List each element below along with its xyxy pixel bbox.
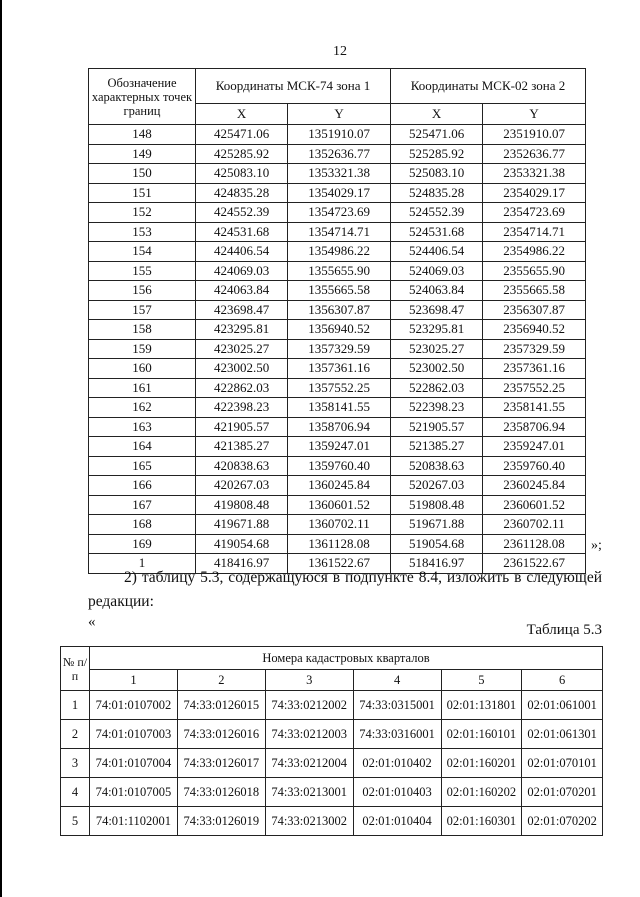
table-cell: 522862.03	[390, 378, 482, 398]
table-cell: 521905.57	[390, 417, 482, 437]
page-number: 12	[333, 44, 347, 59]
table-cell: 2354714.71	[483, 222, 586, 242]
table-cell: 2351910.07	[483, 125, 586, 145]
table-cell: 02:01:160101	[441, 720, 522, 749]
table-cell: 153	[89, 222, 196, 242]
table-cell: 1356307.87	[288, 300, 391, 320]
table-cell: 420267.03	[196, 476, 288, 496]
table-cell: 523002.50	[390, 359, 482, 379]
table-cell: 1357552.25	[288, 378, 391, 398]
table-cell: 2360702.11	[483, 515, 586, 535]
table-row	[61, 720, 603, 749]
table-cell: 163	[89, 417, 196, 437]
table-cell: 2360601.52	[483, 495, 586, 515]
table-cell: 1360601.52	[288, 495, 391, 515]
table-row	[89, 456, 586, 476]
table-cell: 423698.47	[196, 300, 288, 320]
table-cell: 1353321.38	[288, 164, 391, 184]
table-cell: 74:33:0126017	[177, 749, 265, 778]
table-cell: 424063.84	[196, 281, 288, 301]
table-row	[89, 476, 586, 496]
table-cell: 520267.03	[390, 476, 482, 496]
table-row	[61, 807, 603, 836]
table-cell: 524552.39	[390, 203, 482, 223]
table-cell: 425083.10	[196, 164, 288, 184]
table-cell: 74:33:0212002	[265, 691, 353, 720]
table-cell: 02:01:070202	[522, 807, 603, 836]
table-cell: 74:33:0126015	[177, 691, 265, 720]
table-cell: 74:33:0315001	[353, 691, 441, 720]
table-cell: 1361128.08	[288, 534, 391, 554]
table-cell: 2355655.90	[483, 261, 586, 281]
msk74-x-header: X	[196, 104, 288, 125]
table-row	[89, 300, 586, 320]
table-cell: 2357552.25	[483, 378, 586, 398]
column-number: 1	[90, 670, 178, 691]
table-cell: 423002.50	[196, 359, 288, 379]
column-number: 4	[353, 670, 441, 691]
table-row	[89, 261, 586, 281]
column-number: 5	[441, 670, 522, 691]
table-row	[89, 378, 586, 398]
table-cell: 150	[89, 164, 196, 184]
msk02-x-header: X	[390, 104, 482, 125]
table-cell: 1359247.01	[288, 437, 391, 457]
table-cell: 154	[89, 242, 196, 262]
table-cell: 164	[89, 437, 196, 457]
table-cell: 162	[89, 398, 196, 418]
table-cell: 02:01:061301	[522, 720, 603, 749]
table-cell: 152	[89, 203, 196, 223]
table-cell: 521385.27	[390, 437, 482, 457]
table-cell: 424069.03	[196, 261, 288, 281]
table-cell: 1358141.55	[288, 398, 391, 418]
table-cell: 74:33:0126019	[177, 807, 265, 836]
table-cell: 1357329.59	[288, 339, 391, 359]
table-row	[61, 778, 603, 807]
table-cell: 423295.81	[196, 320, 288, 340]
table-cell: 524531.68	[390, 222, 482, 242]
table-cell: 74:01:0107004	[90, 749, 178, 778]
table-row	[89, 359, 586, 379]
table-cell: 524406.54	[390, 242, 482, 262]
table-cell: 422398.23	[196, 398, 288, 418]
table-cell: 520838.63	[390, 456, 482, 476]
table-cell: 1358706.94	[288, 417, 391, 437]
msk02-header: Координаты МСК-02 зона 2	[390, 69, 585, 104]
column-number: 2	[177, 670, 265, 691]
cadastral-quarters-table	[60, 646, 603, 836]
row-number: 3	[61, 749, 90, 778]
table-row	[89, 183, 586, 203]
table-cell: 425285.92	[196, 144, 288, 164]
table-cell: 524835.28	[390, 183, 482, 203]
table-cell: 1357361.16	[288, 359, 391, 379]
table-cell: 522398.23	[390, 398, 482, 418]
table-cell: 524069.03	[390, 261, 482, 281]
table-row	[89, 515, 586, 535]
table-cell: 160	[89, 359, 196, 379]
table-row	[89, 164, 586, 184]
table-row	[89, 495, 586, 515]
table-cell: 1354986.22	[288, 242, 391, 262]
table-caption: Таблица 5.3	[526, 622, 602, 638]
table-cell: 2359247.01	[483, 437, 586, 457]
table-cell: 525083.10	[390, 164, 482, 184]
table-cell: 2354029.17	[483, 183, 586, 203]
table-row	[61, 691, 603, 720]
table-cell: 167	[89, 495, 196, 515]
table-cell: 1359760.40	[288, 456, 391, 476]
msk02-y-header: Y	[483, 104, 586, 125]
msk74-header: Координаты МСК-74 зона 1	[196, 69, 391, 104]
table-cell: 02:01:010402	[353, 749, 441, 778]
table-cell: 2358706.94	[483, 417, 586, 437]
table-cell: 518416.97	[390, 554, 482, 574]
table-cell: 2354986.22	[483, 242, 586, 262]
table-cell: 149	[89, 144, 196, 164]
table-cell: 158	[89, 320, 196, 340]
table-row	[61, 749, 603, 778]
table-cell: 2356307.87	[483, 300, 586, 320]
table-cell: 2357361.16	[483, 359, 586, 379]
table-row	[89, 281, 586, 301]
paragraph-line-1: 2) таблицу 5.3, содержащуюся в подпункте 8.4, изложить в следующей	[124, 569, 602, 586]
table-cell: 525471.06	[390, 125, 482, 145]
table-row	[89, 222, 586, 242]
table-cell: 02:01:070201	[522, 778, 603, 807]
table-cell: 2360245.84	[483, 476, 586, 496]
table-cell: 2359760.40	[483, 456, 586, 476]
quarters-group-header: Номера кадастровых кварталов	[90, 647, 603, 670]
table-cell: 421385.27	[196, 437, 288, 457]
row-number-header: № п/п	[61, 647, 90, 691]
table-cell: 2356940.52	[483, 320, 586, 340]
table-cell: 74:01:1102001	[90, 807, 178, 836]
table-cell: 74:33:0213001	[265, 778, 353, 807]
column-number: 3	[265, 670, 353, 691]
table-cell: 1354723.69	[288, 203, 391, 223]
table-cell: 1351910.07	[288, 125, 391, 145]
table-cell: 418416.97	[196, 554, 288, 574]
table-cell: 02:01:010403	[353, 778, 441, 807]
table-cell: 419054.68	[196, 534, 288, 554]
table-row	[89, 437, 586, 457]
table-row	[89, 417, 586, 437]
table-cell: 523698.47	[390, 300, 482, 320]
table-cell: 74:33:0212004	[265, 749, 353, 778]
table-cell: 2357329.59	[483, 339, 586, 359]
table-cell: 519808.48	[390, 495, 482, 515]
table-cell: 74:01:0107002	[90, 691, 178, 720]
table-cell: 1355655.90	[288, 261, 391, 281]
table-cell: 421905.57	[196, 417, 288, 437]
table-cell: 157	[89, 300, 196, 320]
table-cell: 523025.27	[390, 339, 482, 359]
table-cell: 524063.84	[390, 281, 482, 301]
table-cell: 156	[89, 281, 196, 301]
table-row	[89, 125, 586, 145]
table-cell: 1352636.77	[288, 144, 391, 164]
page-edge-line	[0, 0, 2, 897]
table-cell: 74:33:0316001	[353, 720, 441, 749]
table-cell: 1354029.17	[288, 183, 391, 203]
table-row	[89, 398, 586, 418]
table-cell: 166	[89, 476, 196, 496]
msk74-y-header: Y	[288, 104, 391, 125]
table-cell: 02:01:070101	[522, 749, 603, 778]
table-cell: 1354714.71	[288, 222, 391, 242]
table-cell: 74:01:0107005	[90, 778, 178, 807]
table-cell: 525285.92	[390, 144, 482, 164]
table-cell: 151	[89, 183, 196, 203]
table-row	[89, 339, 586, 359]
table-row	[89, 144, 586, 164]
paragraph-line-2: редакции:	[88, 593, 154, 610]
table-cell: 1360702.11	[288, 515, 391, 535]
table-cell: 2361128.08	[483, 534, 586, 554]
row-number: 4	[61, 778, 90, 807]
table-cell: 420838.63	[196, 456, 288, 476]
table-cell: 159	[89, 339, 196, 359]
table-cell: 168	[89, 515, 196, 535]
table-cell: 2358141.55	[483, 398, 586, 418]
coordinates-table	[88, 68, 586, 574]
table-cell: 2352636.77	[483, 144, 586, 164]
table-row	[89, 320, 586, 340]
table-cell: 424835.28	[196, 183, 288, 203]
table-cell: 519671.88	[390, 515, 482, 535]
row-number: 5	[61, 807, 90, 836]
table-cell: 419671.88	[196, 515, 288, 535]
closing-quote: »;	[591, 538, 602, 553]
table-cell: 424552.39	[196, 203, 288, 223]
table-cell: 1361522.67	[288, 554, 391, 574]
table-cell: 2354723.69	[483, 203, 586, 223]
table-cell: 74:33:0126018	[177, 778, 265, 807]
table-cell: 1360245.84	[288, 476, 391, 496]
table-cell: 519054.68	[390, 534, 482, 554]
table-cell: 2353321.38	[483, 164, 586, 184]
row-number: 1	[61, 691, 90, 720]
table-cell: 422862.03	[196, 378, 288, 398]
table-cell: 424406.54	[196, 242, 288, 262]
table-cell: 165	[89, 456, 196, 476]
table-cell: 1	[89, 554, 196, 574]
table-cell: 424531.68	[196, 222, 288, 242]
table-cell: 1356940.52	[288, 320, 391, 340]
table-cell: 02:01:131801	[441, 691, 522, 720]
table-cell: 419808.48	[196, 495, 288, 515]
table-cell: 74:33:0126016	[177, 720, 265, 749]
point-designation-header: Обозначение характерных точек границ	[89, 69, 196, 125]
row-number: 2	[61, 720, 90, 749]
table-row	[89, 203, 586, 223]
table-cell: 425471.06	[196, 125, 288, 145]
table-cell: 2361522.67	[483, 554, 586, 574]
table-cell: 169	[89, 534, 196, 554]
table-cell: 02:01:160301	[441, 807, 522, 836]
table-cell: 74:33:0213002	[265, 807, 353, 836]
table-cell: 74:01:0107003	[90, 720, 178, 749]
table-cell: 161	[89, 378, 196, 398]
table-cell: 523295.81	[390, 320, 482, 340]
table-row	[89, 534, 586, 554]
table-cell: 155	[89, 261, 196, 281]
table-cell: 02:01:061001	[522, 691, 603, 720]
table-cell: 02:01:160201	[441, 749, 522, 778]
table-cell: 423025.27	[196, 339, 288, 359]
column-number: 6	[522, 670, 603, 691]
table-cell: 74:33:0212003	[265, 720, 353, 749]
opening-quote: «	[88, 614, 96, 630]
table-cell: 02:01:010404	[353, 807, 441, 836]
table-cell: 02:01:160202	[441, 778, 522, 807]
table-cell: 2355665.58	[483, 281, 586, 301]
table-row	[89, 242, 586, 262]
table-cell: 148	[89, 125, 196, 145]
table-cell: 1355665.58	[288, 281, 391, 301]
